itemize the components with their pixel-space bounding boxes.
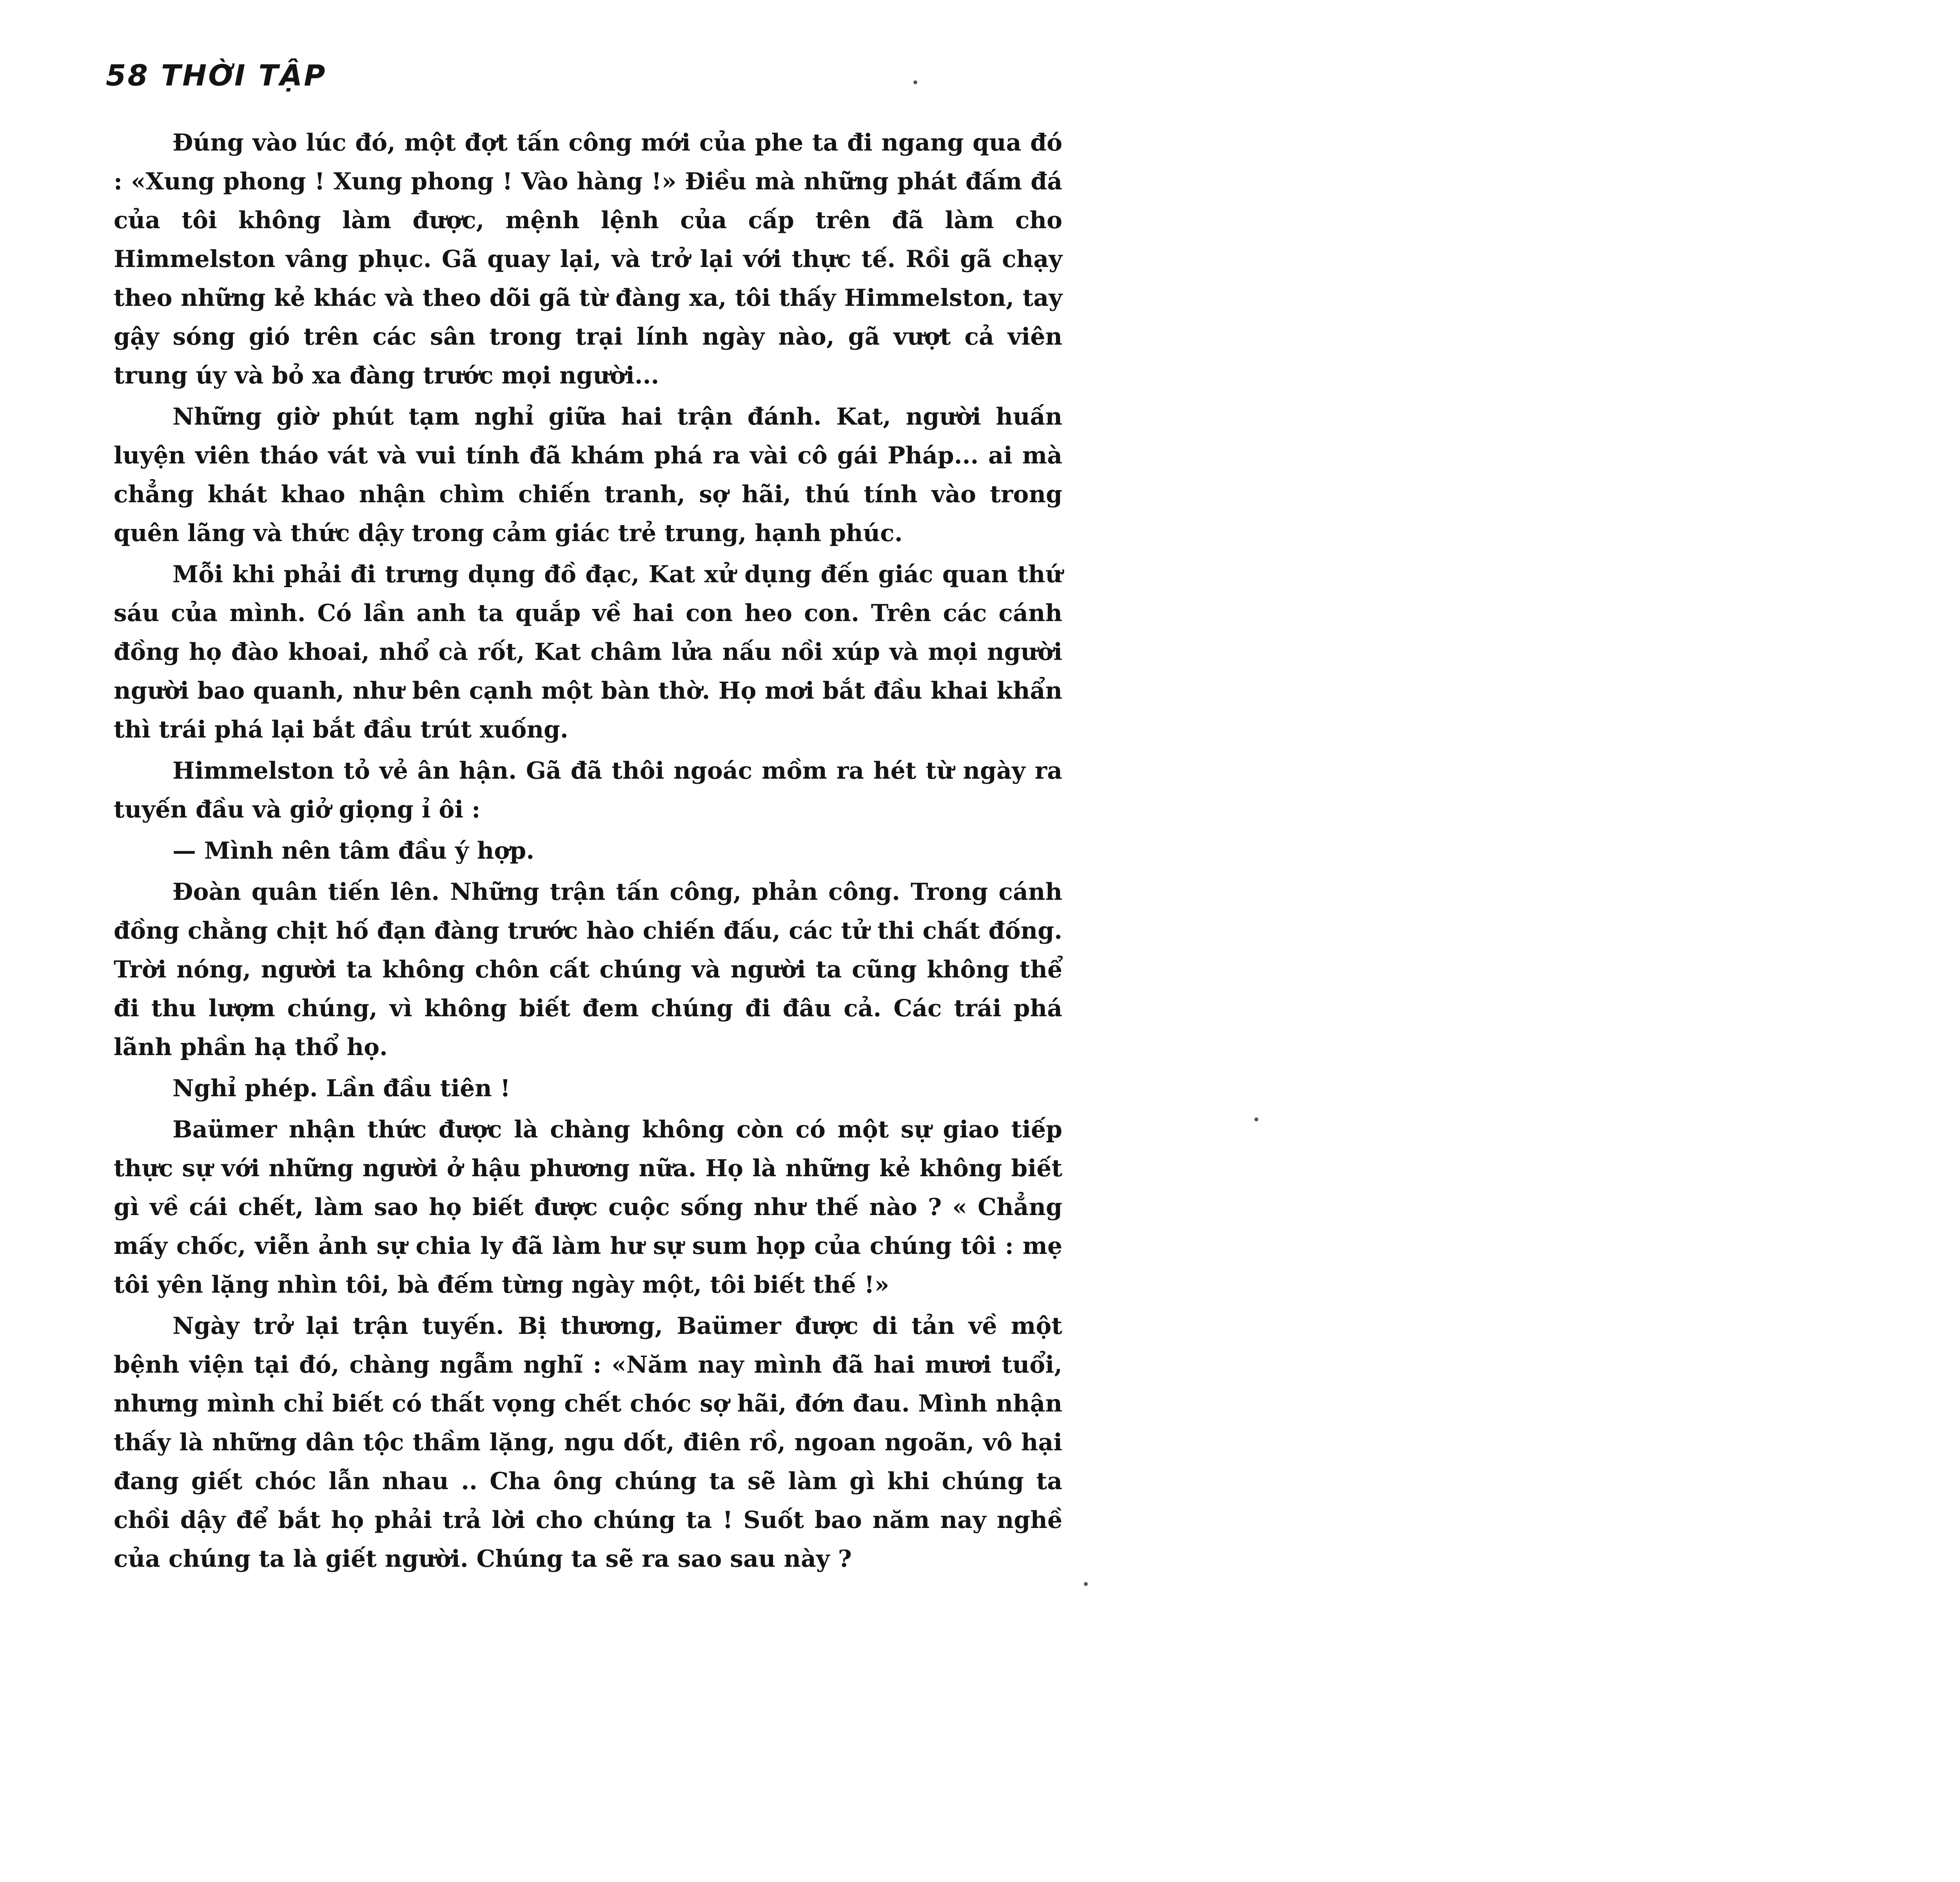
- paragraph: Nghỉ phép. Lần đầu tiên !: [172, 1075, 511, 1102]
- paragraph: Đúng vào lúc đó, một đợt tấn công mới của phe ta đi ngang qua đó : «Xung phong ! Xung phong ! Vào hàng !» Điều mà những phát đấm đá của tôi không làm được, mệnh lệnh của cấp trên đã làm cho Himmelston vâng phục. Gã quay lại, và trở lại với thực tế. Rồi gã chạy theo những kẻ khác và theo dõi gã từ đàng xa, tôi thấy Himmelston, tay gậy sóng gió trên các sân trong trại lính ngày nào, gã vượt cả viên trung úy và bỏ xa đàng trước mọi người...: [114, 129, 1062, 389]
- paragraph: Những giờ phút tạm nghỉ giữa hai trận đánh. Kat, người huấn luyện viên tháo vát và vui tính đã khám phá ra vài cô gái Pháp... ai mà chẳng khát khao nhận chìm chiến tranh, sợ hãi, thú tính vào trong quên lãng và thức dậy trong cảm giác trẻ trung, hạnh phúc.: [114, 403, 1062, 547]
- paragraph: Himmelston tỏ vẻ ân hận. Gã đã thôi ngoác mồm ra hét từ ngày ra tuyến đầu và giở giọng ỉ ôi :: [114, 757, 1062, 823]
- scan-speck: [1254, 1117, 1258, 1121]
- left-page-header: 58 THỜI TẬP: [106, 59, 327, 93]
- dialogue-line: — Mình nên tâm đầu ý hợp.: [172, 837, 535, 865]
- paragraph: Mỗi khi phải đi trưng dụng đồ đạc, Kat xử dụng đến giác quan thứ sáu của mình. Có lần anh ta quắp về hai con heo con. Trên các cánh đồng họ đào khoai, nhổ cà rốt, Kat châm lửa nấu nồi xúp và mọi người người bao quanh, như bên cạnh một bàn thờ. Họ mơi bắt đầu khai khẩn thì trái phá lại bắt đầu trút xuống.: [114, 561, 1062, 743]
- scan-speck: [1084, 1582, 1088, 1586]
- paragraph: Baümer nhận thức được là chàng không còn có một sự giao tiếp thực sự với những người ở hậu phương nữa. Họ là những kẻ không biết gì về cái chết, làm sao họ biết được cuộc sống như thế nào ? « Chẳng mấy chốc, viễn ảnh sự chia ly đã làm hư sự sum họp của chúng tôi : mẹ tôi yên lặng nhìn tôi, bà đếm từng ngày một, tôi biết thế !»: [114, 1116, 1062, 1299]
- paragraph: Đoàn quân tiến lên. Những trận tấn công, phản công. Trong cánh đồng chằng chịt hố đạn đàng trước hào chiến đấu, các tử thi chất đống. Trời nóng, người ta không chôn cất chúng và người ta cũng không thể đi thu lượm chúng, vì không biết đem chúng đi đâu cả. Các trái phá lãnh phần hạ thổ họ.: [114, 878, 1062, 1061]
- scan-speck: [913, 80, 917, 84]
- paragraph: Ngày trở lại trận tuyến. Bị thương, Baümer được di tản về một bệnh viện tại đó, chàng ngẫm nghĩ : «Năm nay mình đã hai mươi tuổi, nhưng mình chỉ biết có thất vọng chết chóc sợ hãi, đớn đau. Mình nhận thấy là những dân tộc thầm lặng, ngu dốt, điên rồ, ngoan ngoãn, vô hại đang giết chóc lẫn nhau .. Cha ông chúng ta sẽ làm gì khi chúng ta chồi dậy để bắt họ phải trả lời cho chúng ta ! Suốt bao năm nay nghề của chúng ta là giết người. Chúng ta sẽ ra sao sau này ?: [114, 1312, 1062, 1573]
- left-page-text: [114, 124, 1062, 1581]
- right-page: [1176, 0, 1960, 1882]
